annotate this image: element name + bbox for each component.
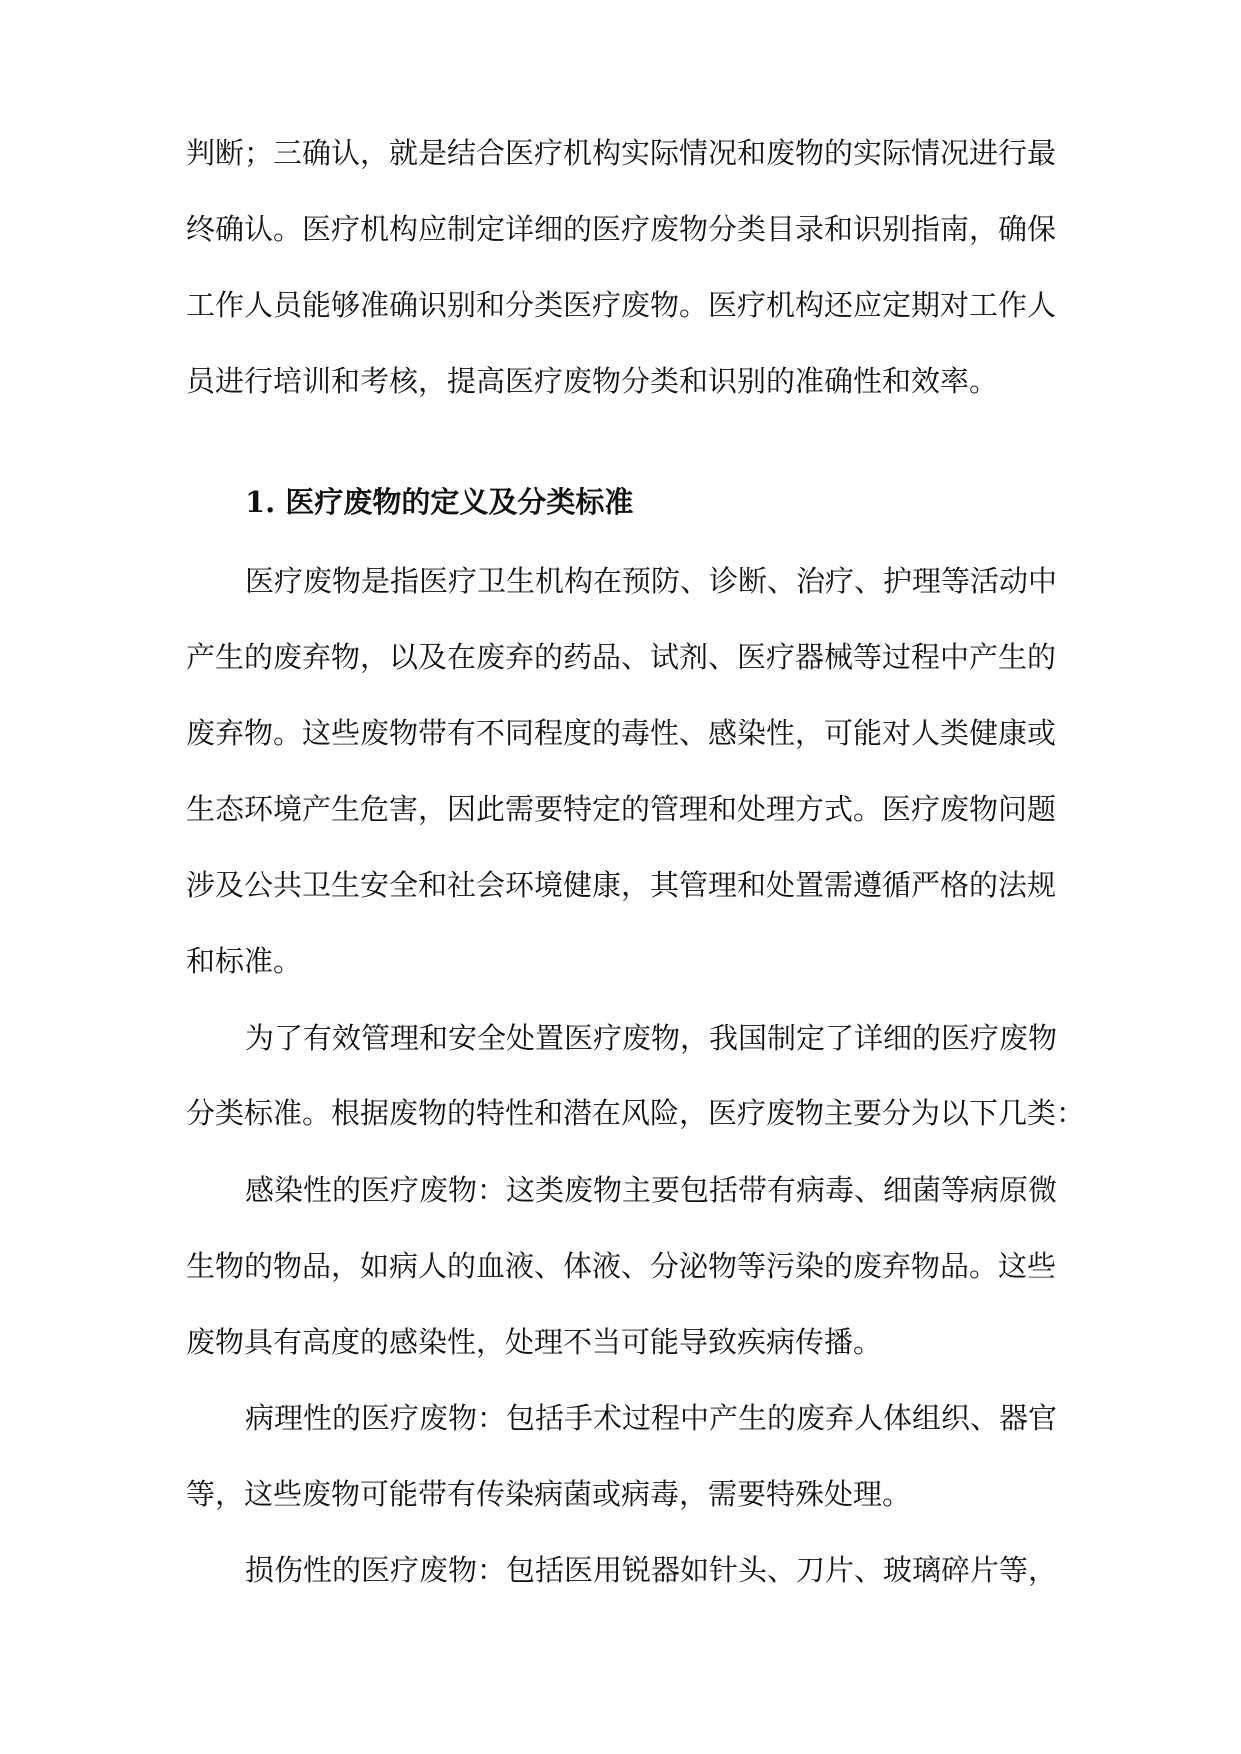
body-text-line: 废物具有高度的感染性，处理不当可能导致疾病传播。 [186,1325,883,1359]
section-heading: 1. 医疗废物的定义及分类标准 [245,485,634,519]
body-text-line: 生物的物品，如病人的血液、体液、分泌物等污染的废弃物品。这些 [186,1249,1057,1283]
body-text-line: 产生的废弃物，以及在废弃的药品、试剂、医疗器械等过程中产生的 [186,640,1057,674]
body-text-line: 医疗废物是指医疗卫生机构在预防、诊断、治疗、护理等活动中 [245,564,1058,598]
body-text-line: 病理性的医疗废物：包括手术过程中产生的废弃人体组织、器官 [245,1401,1058,1435]
body-text-line: 生态环境产生危害，因此需要特定的管理和处理方式。医疗废物问题 [186,792,1057,826]
body-text-line: 废弃物。这些废物带有不同程度的毒性、感染性，可能对人类健康或 [186,716,1057,750]
body-text-line: 涉及公共卫生安全和社会环境健康，其管理和处置需遵循严格的法规 [186,868,1057,902]
body-text-line: 终确认。医疗机构应制定详细的医疗废物分类目录和识别指南，确保 [186,212,1057,246]
body-text-line: 等，这些废物可能带有传染病菌或病毒，需要特殊处理。 [186,1477,912,1511]
body-text-line: 损伤性的医疗废物：包括医用锐器如针头、刀片、玻璃碎片等， [245,1553,1058,1587]
body-text-line: 员进行培训和考核，提高医疗废物分类和识别的准确性和效率。 [186,364,999,398]
body-text-line: 分类标准。根据废物的特性和潜在风险，医疗废物主要分为以下几类： [186,1096,1086,1130]
body-text-line: 为了有效管理和安全处置医疗废物，我国制定了详细的医疗废物 [245,1021,1058,1055]
body-text-line: 感染性的医疗废物：这类废物主要包括带有病毒、细菌等病原微 [245,1173,1058,1207]
body-text-line: 判断；三确认，就是结合医疗机构实际情况和废物的实际情况进行最 [186,136,1057,170]
body-text-line: 和标准。 [186,944,303,978]
body-text-line: 工作人员能够准确识别和分类医疗废物。医疗机构还应定期对工作人 [186,288,1057,322]
